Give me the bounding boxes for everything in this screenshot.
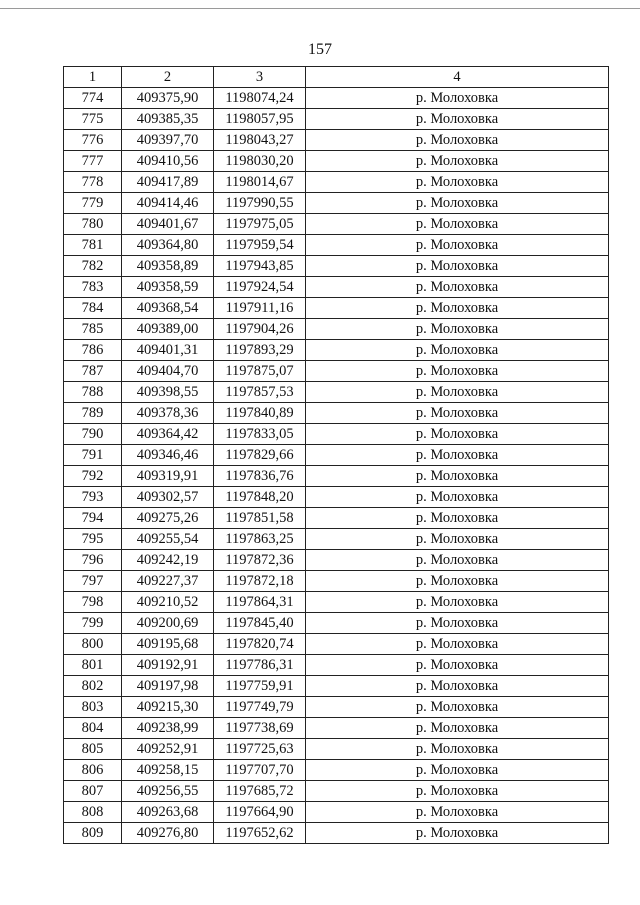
point-number-cell: 776: [64, 130, 122, 151]
table-row: [64, 151, 609, 172]
table-row: [64, 298, 609, 319]
y-coordinate-cell: 1197893,29: [214, 340, 306, 361]
description-cell: р. Молоховка: [306, 109, 609, 130]
table-row: [64, 823, 609, 844]
table-row: [64, 802, 609, 823]
y-coordinate-cell: 1198074,24: [214, 88, 306, 109]
table-row: [64, 508, 609, 529]
column-header-2: 2: [122, 67, 214, 88]
point-number-cell: 779: [64, 193, 122, 214]
x-coordinate-cell: 409417,89: [122, 172, 214, 193]
point-number-cell: 774: [64, 88, 122, 109]
description-cell: р. Молоховка: [306, 823, 609, 844]
description-cell: р. Молоховка: [306, 592, 609, 613]
description-cell: р. Молоховка: [306, 193, 609, 214]
table-body: [64, 88, 609, 844]
point-number-cell: 790: [64, 424, 122, 445]
x-coordinate-cell: 409195,68: [122, 634, 214, 655]
table-row: [64, 130, 609, 151]
x-coordinate-cell: 409319,91: [122, 466, 214, 487]
table-row: [64, 466, 609, 487]
x-coordinate-cell: 409397,70: [122, 130, 214, 151]
description-cell: р. Молоховка: [306, 361, 609, 382]
x-coordinate-cell: 409227,37: [122, 571, 214, 592]
y-coordinate-cell: 1197820,74: [214, 634, 306, 655]
description-cell: р. Молоховка: [306, 634, 609, 655]
x-coordinate-cell: 409210,52: [122, 592, 214, 613]
y-coordinate-cell: 1197845,40: [214, 613, 306, 634]
point-number-cell: 786: [64, 340, 122, 361]
x-coordinate-cell: 409398,55: [122, 382, 214, 403]
y-coordinate-cell: 1197759,91: [214, 676, 306, 697]
point-number-cell: 782: [64, 256, 122, 277]
coordinates-table: [63, 66, 609, 844]
y-coordinate-cell: 1197786,31: [214, 655, 306, 676]
point-number-cell: 783: [64, 277, 122, 298]
point-number-cell: 795: [64, 529, 122, 550]
table-row: [64, 571, 609, 592]
x-coordinate-cell: 409255,54: [122, 529, 214, 550]
description-cell: р. Молоховка: [306, 130, 609, 151]
point-number-cell: 775: [64, 109, 122, 130]
y-coordinate-cell: 1197725,63: [214, 739, 306, 760]
point-number-cell: 800: [64, 634, 122, 655]
table-row: [64, 487, 609, 508]
y-coordinate-cell: 1198030,20: [214, 151, 306, 172]
point-number-cell: 805: [64, 739, 122, 760]
x-coordinate-cell: 409414,46: [122, 193, 214, 214]
y-coordinate-cell: 1197833,05: [214, 424, 306, 445]
point-number-cell: 787: [64, 361, 122, 382]
y-coordinate-cell: 1198014,67: [214, 172, 306, 193]
table-row: [64, 88, 609, 109]
table-row: [64, 382, 609, 403]
description-cell: р. Молоховка: [306, 739, 609, 760]
x-coordinate-cell: 409252,91: [122, 739, 214, 760]
description-cell: р. Молоховка: [306, 319, 609, 340]
y-coordinate-cell: 1197990,55: [214, 193, 306, 214]
description-cell: р. Молоховка: [306, 88, 609, 109]
x-coordinate-cell: 409401,31: [122, 340, 214, 361]
y-coordinate-cell: 1197749,79: [214, 697, 306, 718]
x-coordinate-cell: 409358,89: [122, 256, 214, 277]
y-coordinate-cell: 1197959,54: [214, 235, 306, 256]
y-coordinate-cell: 1197872,36: [214, 550, 306, 571]
point-number-cell: 796: [64, 550, 122, 571]
x-coordinate-cell: 409346,46: [122, 445, 214, 466]
y-coordinate-cell: 1197863,25: [214, 529, 306, 550]
description-cell: р. Молоховка: [306, 718, 609, 739]
y-coordinate-cell: 1197872,18: [214, 571, 306, 592]
point-number-cell: 797: [64, 571, 122, 592]
description-cell: р. Молоховка: [306, 550, 609, 571]
point-number-cell: 794: [64, 508, 122, 529]
table-row: [64, 655, 609, 676]
x-coordinate-cell: 409404,70: [122, 361, 214, 382]
table-row: [64, 697, 609, 718]
table-row: [64, 739, 609, 760]
y-coordinate-cell: 1197857,53: [214, 382, 306, 403]
description-cell: р. Молоховка: [306, 613, 609, 634]
column-header-1: 1: [64, 67, 122, 88]
description-cell: р. Молоховка: [306, 445, 609, 466]
x-coordinate-cell: 409410,56: [122, 151, 214, 172]
x-coordinate-cell: 409378,36: [122, 403, 214, 424]
table-row: [64, 214, 609, 235]
description-cell: р. Молоховка: [306, 403, 609, 424]
scan-border-line: [0, 8, 640, 9]
y-coordinate-cell: 1197864,31: [214, 592, 306, 613]
x-coordinate-cell: 409238,99: [122, 718, 214, 739]
y-coordinate-cell: 1197875,07: [214, 361, 306, 382]
table-row: [64, 592, 609, 613]
y-coordinate-cell: 1197829,66: [214, 445, 306, 466]
point-number-cell: 780: [64, 214, 122, 235]
x-coordinate-cell: 409358,59: [122, 277, 214, 298]
table-row: [64, 718, 609, 739]
y-coordinate-cell: 1197975,05: [214, 214, 306, 235]
y-coordinate-cell: 1197840,89: [214, 403, 306, 424]
table-row: [64, 193, 609, 214]
y-coordinate-cell: 1197924,54: [214, 277, 306, 298]
point-number-cell: 798: [64, 592, 122, 613]
x-coordinate-cell: 409242,19: [122, 550, 214, 571]
description-cell: р. Молоховка: [306, 256, 609, 277]
point-number-cell: 784: [64, 298, 122, 319]
description-cell: р. Молоховка: [306, 382, 609, 403]
point-number-cell: 792: [64, 466, 122, 487]
x-coordinate-cell: 409385,35: [122, 109, 214, 130]
description-cell: р. Молоховка: [306, 529, 609, 550]
description-cell: р. Молоховка: [306, 676, 609, 697]
description-cell: р. Молоховка: [306, 781, 609, 802]
point-number-cell: 788: [64, 382, 122, 403]
table-row: [64, 109, 609, 130]
description-cell: р. Молоховка: [306, 487, 609, 508]
y-coordinate-cell: 1197851,58: [214, 508, 306, 529]
x-coordinate-cell: 409364,80: [122, 235, 214, 256]
table-row: [64, 256, 609, 277]
y-coordinate-cell: 1197652,62: [214, 823, 306, 844]
point-number-cell: 809: [64, 823, 122, 844]
y-coordinate-cell: 1197943,85: [214, 256, 306, 277]
description-cell: р. Молоховка: [306, 235, 609, 256]
y-coordinate-cell: 1197904,26: [214, 319, 306, 340]
x-coordinate-cell: 409256,55: [122, 781, 214, 802]
table-row: [64, 235, 609, 256]
page-number: 157: [308, 41, 332, 58]
point-number-cell: 777: [64, 151, 122, 172]
x-coordinate-cell: 409275,26: [122, 508, 214, 529]
point-number-cell: 807: [64, 781, 122, 802]
description-cell: р. Молоховка: [306, 655, 609, 676]
table-row: [64, 340, 609, 361]
description-cell: р. Молоховка: [306, 277, 609, 298]
x-coordinate-cell: 409364,42: [122, 424, 214, 445]
description-cell: р. Молоховка: [306, 172, 609, 193]
y-coordinate-cell: 1197836,76: [214, 466, 306, 487]
description-cell: р. Молоховка: [306, 802, 609, 823]
point-number-cell: 781: [64, 235, 122, 256]
x-coordinate-cell: 409192,91: [122, 655, 214, 676]
table-header-row: [64, 67, 609, 88]
table-row: [64, 403, 609, 424]
x-coordinate-cell: 409375,90: [122, 88, 214, 109]
y-coordinate-cell: 1198057,95: [214, 109, 306, 130]
table-row: [64, 319, 609, 340]
table-row: [64, 781, 609, 802]
column-header-3: 3: [214, 67, 306, 88]
y-coordinate-cell: 1197738,69: [214, 718, 306, 739]
point-number-cell: 806: [64, 760, 122, 781]
x-coordinate-cell: 409368,54: [122, 298, 214, 319]
point-number-cell: 799: [64, 613, 122, 634]
table-row: [64, 445, 609, 466]
x-coordinate-cell: 409200,69: [122, 613, 214, 634]
point-number-cell: 778: [64, 172, 122, 193]
point-number-cell: 801: [64, 655, 122, 676]
table-row: [64, 361, 609, 382]
x-coordinate-cell: 409258,15: [122, 760, 214, 781]
point-number-cell: 791: [64, 445, 122, 466]
column-header-4: 4: [306, 67, 609, 88]
table-row: [64, 172, 609, 193]
table-row: [64, 760, 609, 781]
table-row: [64, 550, 609, 571]
y-coordinate-cell: 1197685,72: [214, 781, 306, 802]
description-cell: р. Молоховка: [306, 340, 609, 361]
table-row: [64, 424, 609, 445]
x-coordinate-cell: 409276,80: [122, 823, 214, 844]
description-cell: р. Молоховка: [306, 760, 609, 781]
x-coordinate-cell: 409302,57: [122, 487, 214, 508]
table-row: [64, 613, 609, 634]
y-coordinate-cell: 1197911,16: [214, 298, 306, 319]
description-cell: р. Молоховка: [306, 298, 609, 319]
point-number-cell: 808: [64, 802, 122, 823]
table-row: [64, 277, 609, 298]
y-coordinate-cell: 1197664,90: [214, 802, 306, 823]
x-coordinate-cell: 409263,68: [122, 802, 214, 823]
x-coordinate-cell: 409389,00: [122, 319, 214, 340]
x-coordinate-cell: 409197,98: [122, 676, 214, 697]
x-coordinate-cell: 409215,30: [122, 697, 214, 718]
y-coordinate-cell: 1197707,70: [214, 760, 306, 781]
description-cell: р. Молоховка: [306, 424, 609, 445]
point-number-cell: 802: [64, 676, 122, 697]
x-coordinate-cell: 409401,67: [122, 214, 214, 235]
description-cell: р. Молоховка: [306, 571, 609, 592]
point-number-cell: 793: [64, 487, 122, 508]
y-coordinate-cell: 1197848,20: [214, 487, 306, 508]
description-cell: р. Молоховка: [306, 151, 609, 172]
point-number-cell: 789: [64, 403, 122, 424]
table-row: [64, 634, 609, 655]
y-coordinate-cell: 1198043,27: [214, 130, 306, 151]
table-row: [64, 676, 609, 697]
description-cell: р. Молоховка: [306, 466, 609, 487]
point-number-cell: 803: [64, 697, 122, 718]
table-row: [64, 529, 609, 550]
description-cell: р. Молоховка: [306, 508, 609, 529]
description-cell: р. Молоховка: [306, 697, 609, 718]
point-number-cell: 804: [64, 718, 122, 739]
description-cell: р. Молоховка: [306, 214, 609, 235]
point-number-cell: 785: [64, 319, 122, 340]
